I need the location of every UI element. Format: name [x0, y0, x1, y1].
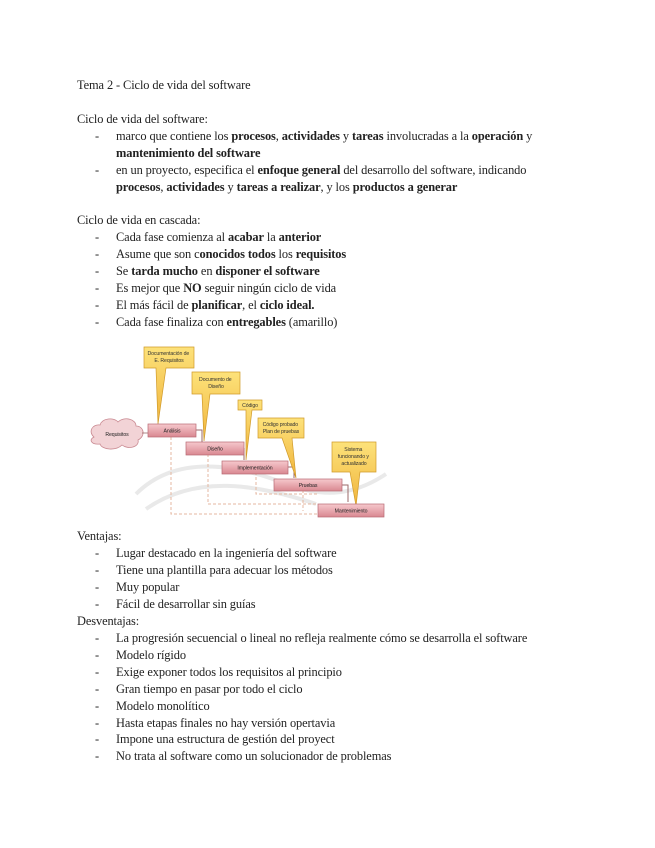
bullet-dash: -	[95, 314, 100, 329]
list-item	[0, 647, 566, 664]
list-item-text: Es mejor que NO seguir ningún ciclo de vida	[116, 280, 337, 295]
list-item	[0, 579, 566, 596]
list-item	[0, 731, 566, 748]
bullet-dash: -	[95, 246, 100, 261]
list-item	[0, 162, 566, 196]
bullet-list-ciclo-vida	[0, 128, 566, 196]
list-item-text: Asume que son conocidos todos los requisitos	[116, 246, 347, 261]
phase-label-2: Implementación	[237, 465, 273, 472]
list-item	[0, 596, 566, 613]
callout-4-line-0: Sistema	[344, 447, 363, 453]
phase-label-1: Diseño	[207, 446, 223, 453]
section-heading-ciclo-vida: Ciclo de vida del software:	[77, 112, 208, 126]
bullet-list-desventajas	[0, 630, 566, 765]
list-item-text: No trata al software como un solucionador de problemas	[116, 749, 392, 764]
list-item-text: Lugar destacado en la ingeniería del software	[116, 546, 337, 560]
list-item-text: Muy popular	[116, 579, 180, 594]
list-item	[0, 128, 566, 162]
list-item	[0, 562, 566, 579]
callout-0	[144, 347, 194, 424]
svg-text:Código probado Plan de p	[263, 422, 300, 435]
phase-label-4: Mantenimiento	[334, 508, 368, 515]
list-item-text: La progresión secuencial o lineal no refleja realmente cómo se desarrolla el software	[116, 631, 528, 645]
list-item-text: Tiene una plantilla para adecuar los métodos	[116, 562, 333, 577]
section-heading-cascada: Ciclo de vida en cascada:	[77, 213, 201, 227]
bullet-dash: -	[95, 732, 100, 747]
phase-pruebas	[274, 479, 342, 491]
list-item-text: Fácil de desarrollar sin guías	[116, 596, 256, 611]
callout-1-line-0: Documento de	[199, 377, 232, 383]
list-item	[0, 664, 566, 681]
cloud-requisitos	[91, 419, 143, 449]
list-item-text: Gran tiempo en pasar por todo el ciclo	[116, 681, 303, 696]
phase-label-0: Análisis	[163, 428, 181, 435]
callout-4-line-2: actualizado	[341, 461, 367, 467]
section-heading-desventajas: Desventajas:	[77, 614, 140, 628]
bullet-dash: -	[95, 647, 100, 662]
page-title: Tema 2 - Ciclo de vida del software	[77, 78, 251, 92]
list-item-text: Modelo rígido	[116, 647, 186, 662]
bullet-dash: -	[95, 230, 100, 244]
bullet-dash: -	[95, 749, 100, 764]
bullet-dash: -	[95, 631, 100, 645]
phase-analisis	[148, 424, 196, 437]
bullet-dash: -	[95, 562, 100, 577]
list-item-text: Impone una estructura de gestión del proyect	[116, 732, 335, 747]
bullet-dash: -	[95, 263, 100, 278]
list-item-text: Modelo monolítico	[116, 698, 210, 713]
bullet-dash: -	[95, 715, 100, 730]
phase-diseno	[186, 442, 244, 455]
bullet-list-cascada	[0, 229, 566, 330]
callout-0-line-0: Documentación de	[147, 351, 190, 357]
callout-0-line-1: E. Requisitos	[154, 358, 184, 364]
phase-mantenimiento	[318, 504, 384, 517]
list-item-text: en un proyecto, especifica el enfoque general del desarrollo del software, indicando procesos, actividades y tareas a realizar, y los productos a generar	[116, 162, 527, 194]
list-item	[0, 229, 566, 246]
list-item	[0, 748, 566, 765]
list-item-text: Exige exponer todos los requisitos al principio	[116, 664, 342, 679]
callout-4	[332, 442, 376, 506]
list-item	[0, 545, 566, 562]
list-item	[0, 263, 566, 280]
bullet-dash: -	[95, 596, 100, 611]
section-heading-ventajas: Ventajas:	[77, 529, 122, 543]
bullet-dash: -	[95, 546, 100, 560]
bullet-dash: -	[95, 681, 100, 696]
bullet-dash: -	[95, 280, 100, 295]
bullet-dash: -	[95, 297, 100, 312]
bullet-dash: -	[95, 698, 100, 713]
list-item	[0, 246, 566, 263]
callout-3-line-0: Código probado	[262, 422, 299, 428]
callout-4-line-1: funcionando y	[337, 454, 369, 460]
list-item	[0, 630, 566, 647]
callout-2-line-0: Código	[242, 403, 258, 409]
list-item	[0, 280, 566, 297]
bullet-list-ventajas	[0, 545, 566, 613]
callout-3-line-1: Plan de pruebas	[262, 429, 300, 435]
callout-1-line-1: Diseño	[208, 384, 224, 390]
phase-label-3: Pruebas	[298, 483, 318, 489]
list-item	[0, 297, 566, 314]
phase-implementacion	[222, 461, 288, 474]
list-item-text: marco que contiene los procesos, actividades y tareas involucradas a la operación y mantenimiento del software	[116, 129, 533, 160]
list-item	[0, 698, 566, 715]
callout-1	[192, 372, 240, 441]
waterfall-diagram	[86, 344, 390, 522]
bullet-dash: -	[95, 579, 100, 594]
diagram-label-requisitos: Requisitos	[105, 432, 129, 438]
list-item-text: Hasta etapas finales no hay versión opertavia	[116, 715, 336, 730]
bullet-dash: -	[95, 129, 100, 143]
list-item-text: El más fácil de planificar, el ciclo ideal.	[116, 297, 315, 312]
bullet-dash: -	[95, 162, 100, 177]
list-item-text: Se tarda mucho en disponer el software	[116, 263, 320, 278]
list-item-text: Cada fase finaliza con entregables (amarillo)	[116, 314, 338, 329]
list-item	[0, 314, 566, 331]
bullet-dash: -	[95, 664, 100, 679]
list-item-text: Cada fase comienza al acabar la anterior	[116, 230, 322, 244]
list-item	[0, 715, 566, 732]
list-item	[0, 681, 566, 698]
